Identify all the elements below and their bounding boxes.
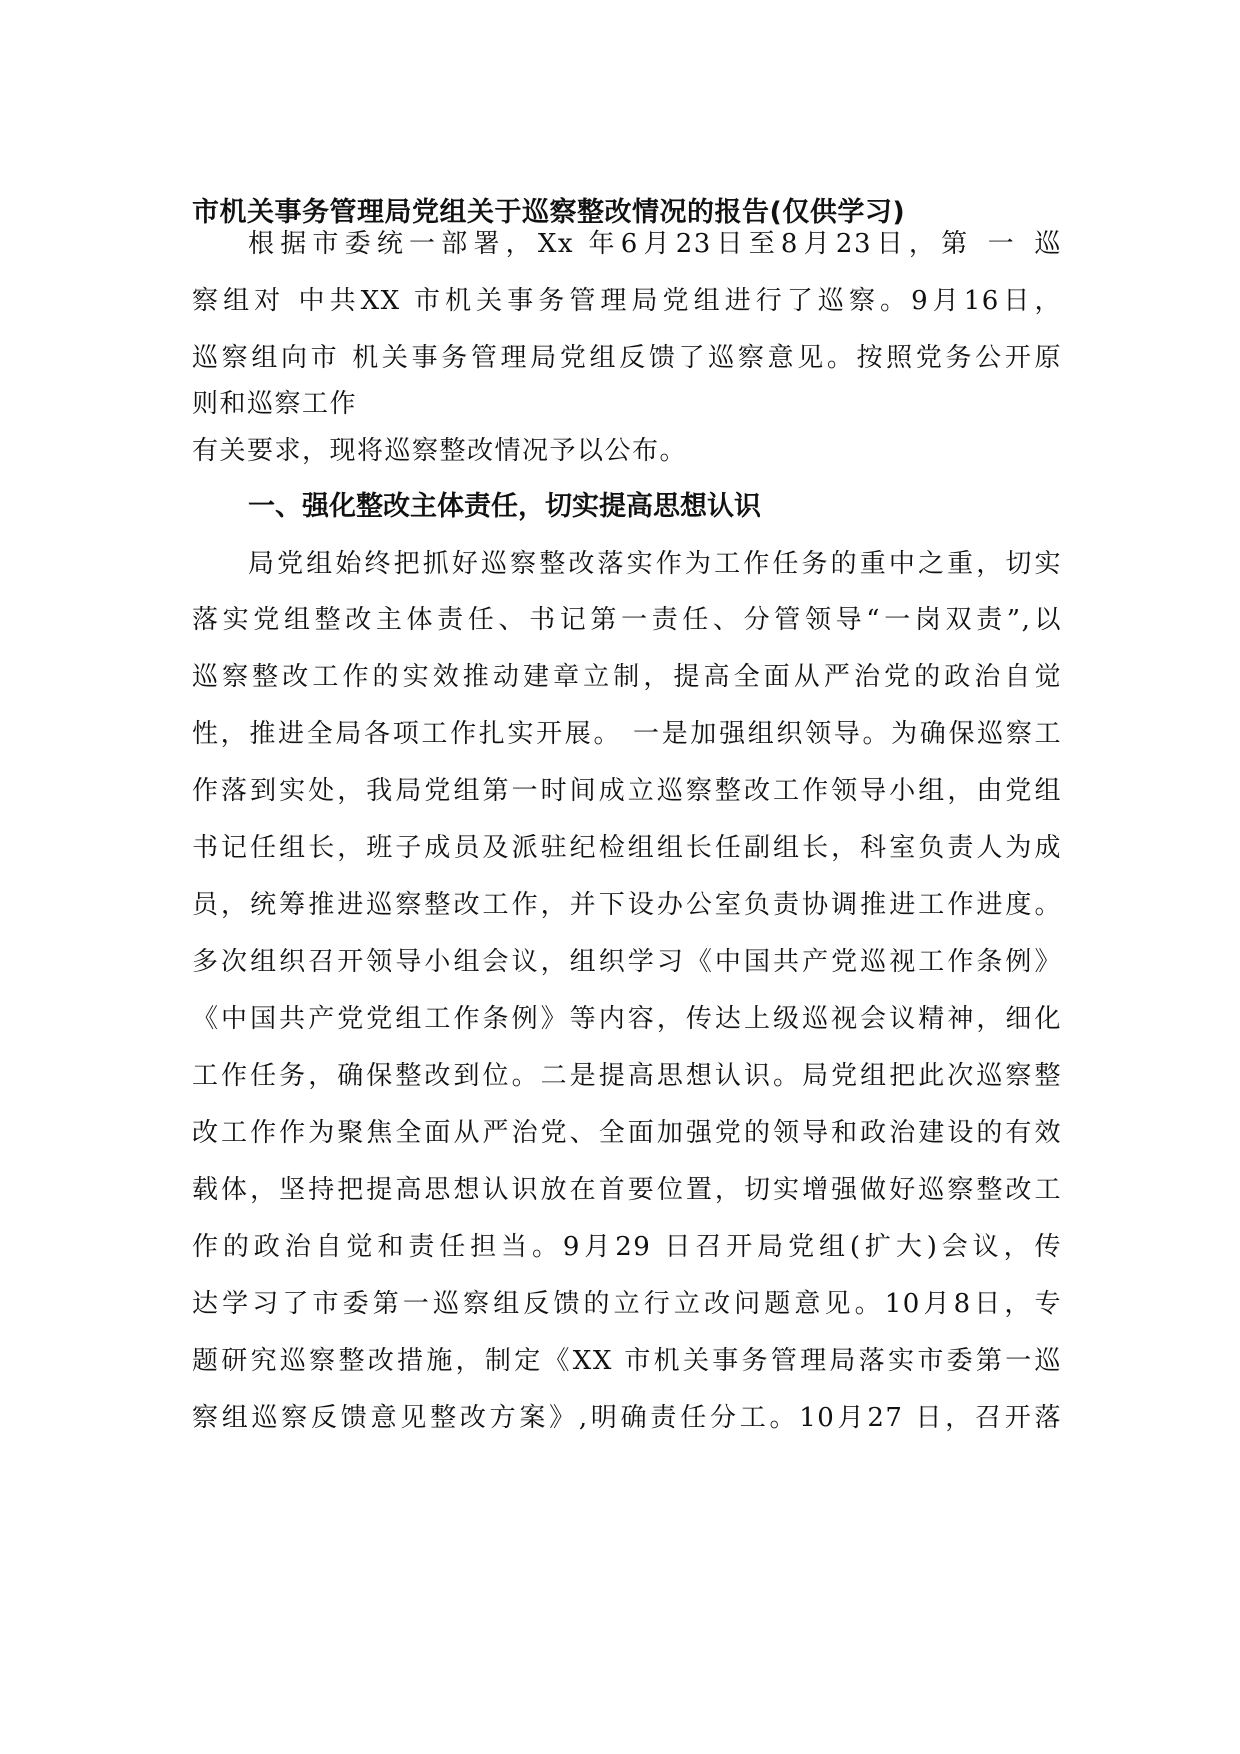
paragraph-line: 则和巡察工作 bbox=[192, 389, 358, 419]
paragraph-line: 题研究巡察整改措施，制定《XX 市机关事务管理局落实市委第一巡 bbox=[192, 1346, 1062, 1376]
paragraph-line: 性，推进全局各项工作扎实开展。 一是加强组织领导。为确保巡察工 bbox=[192, 719, 1062, 749]
paragraph-line: 书记任组长，班子成员及派驻纪检组组长任副组长，科室负责人为成 bbox=[192, 833, 1062, 863]
paragraph-line: 达学习了市委第一巡察组反馈的立行立改问题意见。10月8日，专 bbox=[192, 1289, 1062, 1319]
paragraph-line: 有关要求，现将巡察整改情况予以公布。 bbox=[192, 436, 688, 466]
paragraph-line: 作落到实处，我局党组第一时间成立巡察整改工作领导小组，由党组 bbox=[192, 776, 1062, 806]
paragraph-line: 改工作作为聚焦全面从严治党、全面加强党的领导和政治建设的有效 bbox=[192, 1118, 1062, 1148]
paragraph-line: 察组对 中共XX 市机关事务管理局党组进行了巡察。9月16日， bbox=[192, 286, 1062, 316]
paragraph-line: 工作任务，确保整改到位。二是提高思想认识。局党组把此次巡察整 bbox=[192, 1061, 1062, 1091]
paragraph-line: 作的政治自觉和责任担当。9月29 日召开局党组(扩大)会议，传 bbox=[192, 1232, 1062, 1262]
paragraph-line: 《中国共产党党组工作条例》等内容，传达上级巡视会议精神，细化 bbox=[192, 1004, 1062, 1034]
document-title: 市机关事务管理局党组关于巡察整改情况的报告(仅供学习) bbox=[192, 197, 906, 228]
paragraph-line: 载体，坚持把提高思想认识放在首要位置，切实增强做好巡察整改工 bbox=[192, 1175, 1062, 1205]
paragraph-line: 局党组始终把抓好巡察整改落实作为工作任务的重中之重，切实 bbox=[248, 549, 1062, 579]
paragraph-line: 落实党组整改主体责任、书记第一责任、分管领导“一岗双责”,以 bbox=[192, 605, 1062, 635]
paragraph-line: 察组巡察反馈意见整改方案》,明确责任分工。10月27 日，召开落 bbox=[192, 1403, 1062, 1433]
paragraph-line: 巡察组向市 机关事务管理局党组反馈了巡察意见。按照党务公开原 bbox=[192, 343, 1062, 373]
section-heading: 一、强化整改主体责任，切实提高思想认识 bbox=[248, 491, 761, 522]
paragraph-line: 多次组织召开领导小组会议，组织学习《中国共产党巡视工作条例》 bbox=[192, 947, 1062, 977]
paragraph-line: 根据市委统一部署，Xx 年6月23日至8月23日，第 一 巡 bbox=[248, 229, 1062, 259]
paragraph-line: 巡察整改工作的实效推动建章立制，提高全面从严治党的政治自觉 bbox=[192, 662, 1062, 692]
paragraph-line: 员，统筹推进巡察整改工作，并下设办公室负责协调推进工作进度。 bbox=[192, 890, 1062, 920]
